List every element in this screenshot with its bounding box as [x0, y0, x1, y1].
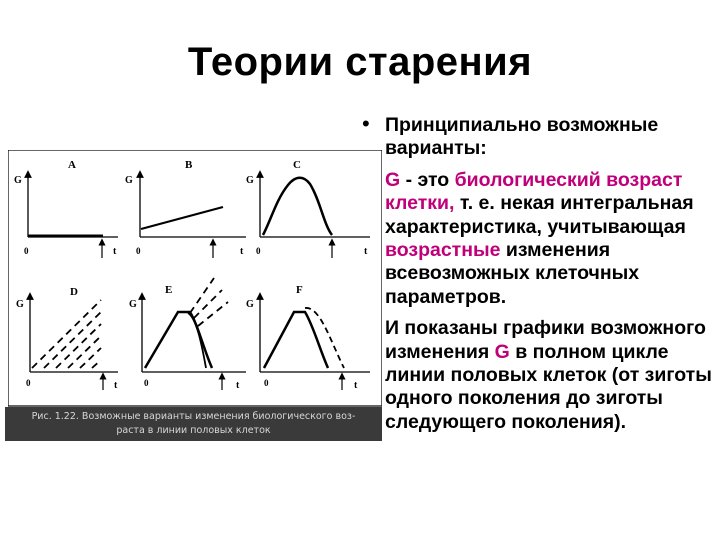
- panel-letter: C: [293, 159, 301, 171]
- curve-rise-fall: [264, 312, 328, 368]
- panel-letter: A: [68, 159, 76, 171]
- x-axis-label: t: [114, 380, 118, 391]
- figure-frame: [8, 150, 382, 406]
- aging-graphs-figure: [8, 150, 382, 442]
- panel-b: [125, 159, 246, 258]
- origin-label: 0: [26, 378, 31, 388]
- age-related-term: возрастные: [385, 239, 501, 262]
- x-axis-label: t: [236, 380, 240, 391]
- g-symbol-2: G: [494, 340, 510, 363]
- panel-letter: B: [185, 159, 193, 171]
- y-axis-label: G: [246, 175, 254, 186]
- y-axis-label: G: [125, 175, 133, 186]
- origin-label: 0: [264, 378, 269, 388]
- panel-f: [246, 284, 370, 391]
- caption-line-2: раста в линии половых клеток: [116, 425, 271, 436]
- definition-end: изменения всевозможных клеточных параметров.: [385, 239, 640, 308]
- dash-text: - это: [400, 168, 455, 191]
- origin-label: 0: [24, 246, 29, 256]
- x-axis-label: t: [364, 246, 368, 257]
- definition-middle: т. е. некая интегральная характеристика, учитывающая: [385, 192, 694, 238]
- bullet-point: •: [362, 111, 370, 136]
- graphs-svg: [8, 150, 382, 442]
- g-symbol: G: [385, 168, 401, 191]
- graphs-paragraph: [385, 317, 715, 434]
- y-axis-label: G: [14, 175, 22, 186]
- panel-e: [129, 278, 246, 391]
- x-axis-label: t: [113, 246, 117, 257]
- panel-d: [16, 286, 118, 391]
- biological-age-term: биологический возраст клетки,: [385, 168, 683, 215]
- curve-inner: [188, 313, 206, 368]
- definition-paragraph: [385, 169, 715, 309]
- panel-a: [14, 159, 118, 258]
- x-axis-label: t: [240, 246, 244, 257]
- slide-title: Теории старения: [187, 40, 533, 84]
- y-axis-label: G: [246, 299, 254, 310]
- panel-letter: D: [70, 286, 78, 298]
- caption-line-1: Рис. 1.22. Возможные варианты изменения биологического воз-: [31, 411, 356, 422]
- graphs-end: в полном цикле линии половых клеток (от зиготы одного поколения до зиготы следующего поколения).: [385, 340, 712, 433]
- origin-label: 0: [136, 246, 141, 256]
- curve-rise-fall: [145, 312, 212, 368]
- panel-letter: E: [165, 284, 173, 296]
- graphs-start: И показаны графики возможного изменения: [385, 317, 706, 363]
- dashed-branches: [190, 278, 228, 326]
- curve-rise-fall: [263, 178, 332, 235]
- intro-paragraph: Принципиально возможные варианты:: [385, 114, 659, 160]
- origin-label: 0: [256, 246, 261, 256]
- curve-linear: [141, 207, 223, 229]
- panel-c: [246, 159, 370, 258]
- x-axis-label: t: [354, 380, 358, 391]
- figure-caption: [5, 407, 382, 441]
- text-block: [385, 114, 715, 442]
- panel-letter: F: [296, 284, 303, 296]
- origin-label: 0: [144, 378, 149, 388]
- y-axis-label: G: [129, 299, 137, 310]
- y-axis-label: G: [16, 299, 24, 310]
- dashed-lines: [32, 300, 101, 368]
